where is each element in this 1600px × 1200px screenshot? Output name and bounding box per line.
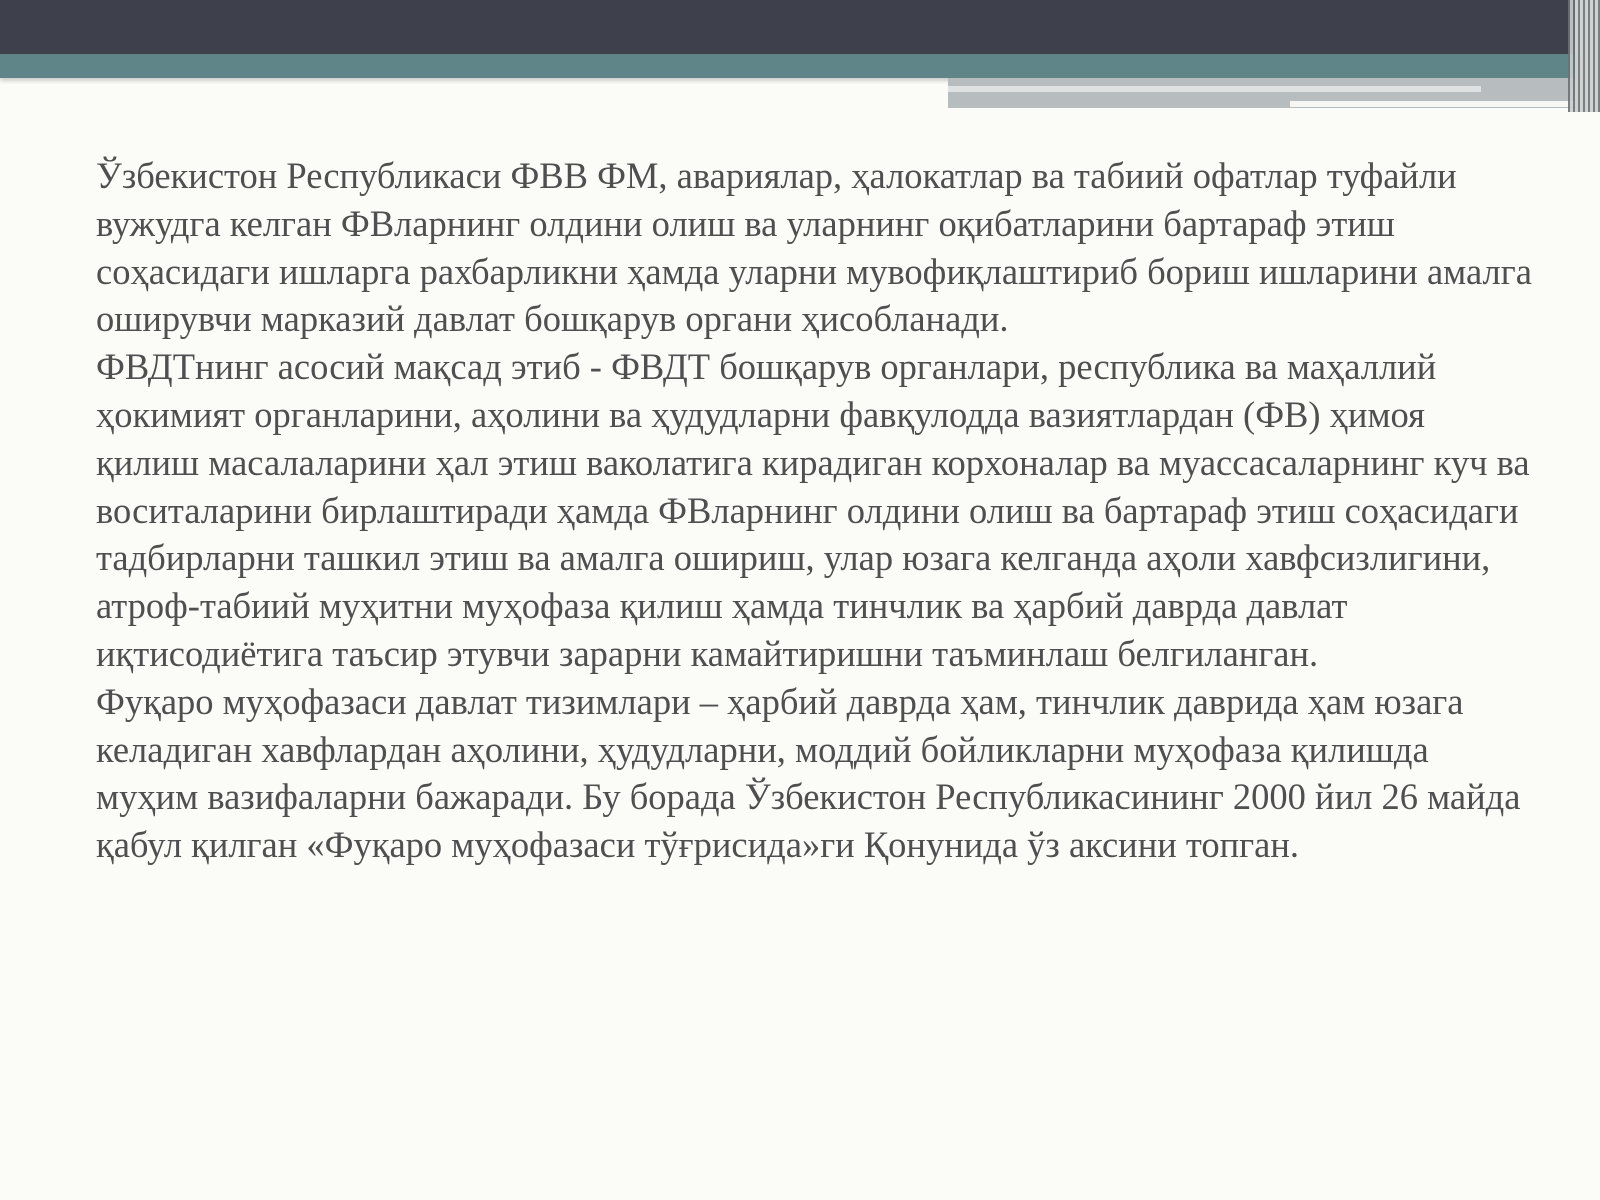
header-band-highlight	[948, 86, 1481, 92]
paragraph-3: Фуқаро муҳофазаси давлат тизимлари – ҳарбий даврда ҳам, тинчлик даврида ҳам юзага келадиган хавфлардан аҳолини, ҳудудларни, моддий бойликларни муҳофаза қилишда муҳим вазифаларни бажаради. Бу борада Ўзбекистон Республикасининг 2000 йил 26 майда қабул қилган «Фуқаро муҳофазаси тўғрисида»ги Қонунида ўз аксини топган.	[96, 680, 1521, 866]
header-band-teal	[0, 54, 1575, 78]
paragraph-2: ФВДТнинг асосий мақсад этиб - ФВДТ бошқарув органлари, республика ва маҳаллий ҳокимият органларини, аҳолини ва ҳудудларни фавқулодда вазиятлардан (ФВ) ҳимоя қилиш масалаларини ҳал этиш ваколатига кирадиган корхоналар ва муассасаларнинг куч ва воситаларини бирлаштиради ҳамда ФВларнинг олдини олиш ва бартараф этиш соҳасидаги тадбирларни ташкил этиш ва амалга ошириш, улар юзага келганда аҳоли хавфсизлигини, атроф-табиий муҳитни муҳофаза қилиш ҳамда тинчлик ва ҳарбий даврда давлат иқтисодиётига таъсир этувчи зарарни камайтиришни таъминлаш белгиланган.	[96, 346, 1530, 674]
header-edge-stripes	[1568, 0, 1600, 112]
header-white-line	[1290, 101, 1575, 107]
paragraph-1: Ўзбекистон Республикаси ФВВ ФМ, авариялар, ҳалокатлар ва табиий офатлар туфайли вужудга келган ФВларнинг олдини олиш ва уларнинг оқибатларини бартараф этиш соҳасидаги ишларга рахбарликни ҳамда уларни мувофиқлаштириб бориш ишларини амалга оширувчи марказий давлат бошқарув органи ҳисобланади.	[96, 155, 1532, 340]
header-band-dark	[0, 0, 1575, 54]
slide-body	[96, 152, 1536, 869]
